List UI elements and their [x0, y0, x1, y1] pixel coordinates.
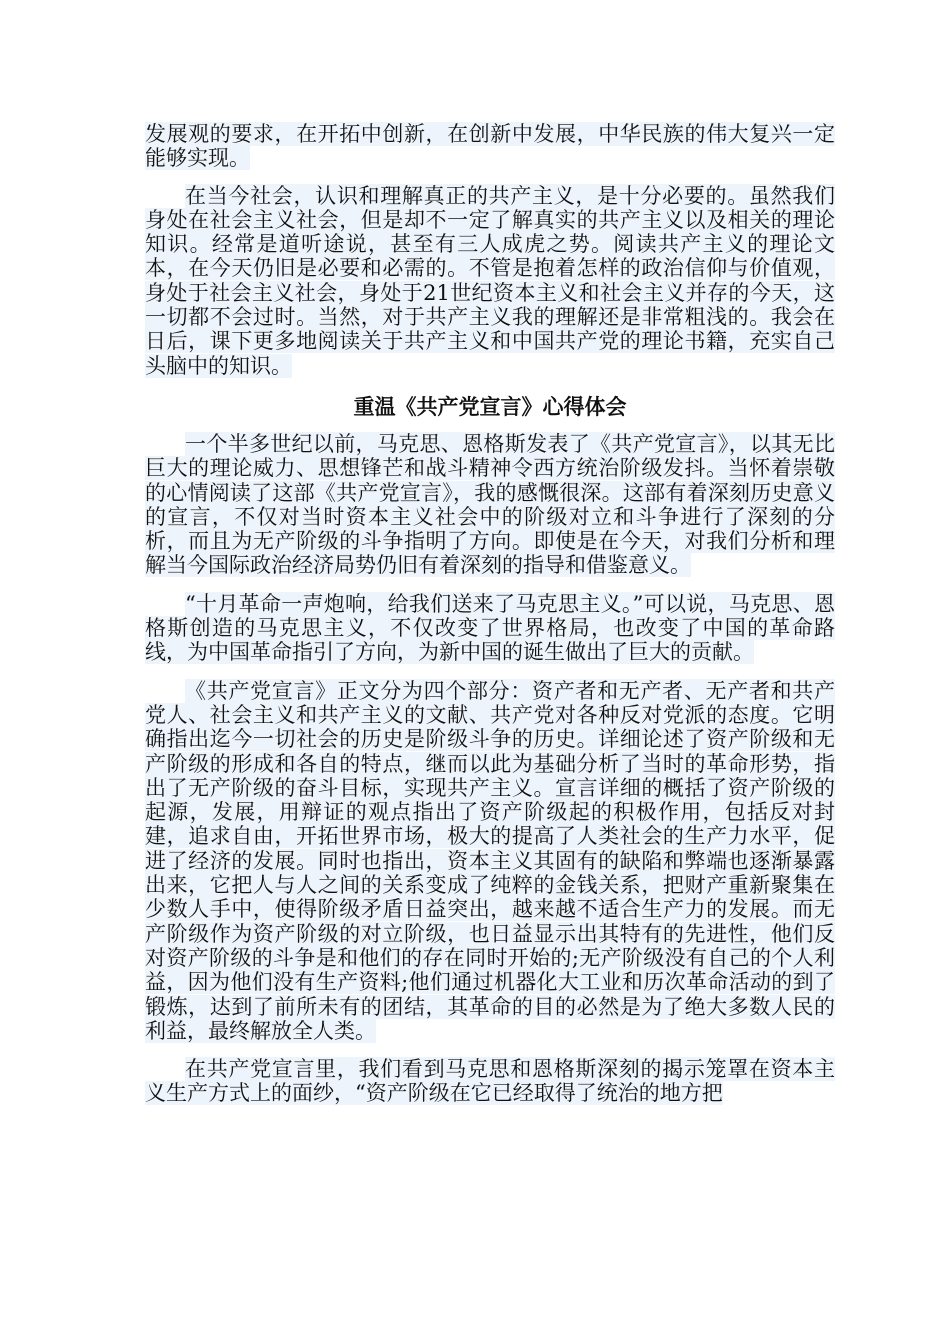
paragraph-text: 在当今社会，认识和理解真正的共产主义，是十分必要的。虽然我们身处在社会主义社会，但是却不一定了解真实的共产主义以及相关的理论知识。经常是道听途说，甚至有三人成虎之势。阅读共产主义的理论文本，在今天仍旧是必要和必需的。不管是抱着怎样的政治信仰与价值观，身处于社会主义社会，身处于21世纪资本主义和社会主义并存的今天，这一切都不会过时。当然，对于共产主义我的理解还是非常粗浅的。我会在日后，课下更多地阅读关于共产主义和中国共产党的理论书籍，充实自己头脑中的知识。 — [145, 183, 835, 378]
paragraph-veil — [145, 1057, 835, 1106]
section-heading: 重温《共产党宣言》心得体会 — [353, 393, 627, 419]
paragraph-continued — [145, 122, 835, 171]
paragraph-intro — [145, 432, 835, 578]
paragraph-text: “十月革命一声炮响，给我们送来了马克思主义。”可以说，马克思、恩格斯创造的马克思主义，不仅改变了世界格局，也改变了中国的革命路线，为中国革命指引了方向，为新中国的诞生做出了巨大的贡献。 — [145, 591, 835, 665]
paragraph-text: 发展观的要求，在开拓中创新，在创新中发展，中华民族的伟大复兴一定能够实现。 — [145, 122, 835, 171]
paragraph-october-revolution — [145, 592, 835, 665]
paragraph-manifesto-structure — [145, 679, 835, 1043]
paragraph-text: 《共产党宣言》正文分为四个部分：资产者和无产者、无产者和共产党人、社会主义和共产主义的文献、共产党对各种反对党派的态度。它明确指出迄今一切社会的历史是阶级斗争的历史。详细论述了资产阶级和无产阶级的形成和各自的特点，继而以此为基础分析了当时的革命形势，指出了无产阶级的奋斗目标，实现共产主义。宣言详细的概括了资产阶级的起源，发展，用辩证的观点指出了资产阶级起的积极作用，包括反对封建，追求自由，开拓世界市场，极大的提高了人类社会的生产力水平，促进了经济的发展。同时也指出，资本主义其固有的缺陷和弊端也逐渐暴露出来，它把人与人之间的关系变成了纯粹的金钱关系，把财产重新聚集在少数人手中，使得阶级矛盾日益突出，越来越不适合生产力的发展。而无产阶级作为资产阶级的对立阶级，也日益显示出其特有的先进性，他们反对资产阶级的斗争是和他们的存在同时开始的;无产阶级没有自己的个人利益，因为他们没有生产资料;他们通过机器化大工业和历次革命活动的到了锻炼，达到了前所未有的团结，其革命的目的必然是为了绝大多数人民的利益，最终解放全人类。 — [145, 678, 835, 1043]
document-page — [145, 122, 835, 1120]
paragraph-text: 一个半多世纪以前，马克思、恩格斯发表了《共产党宣言》，以其无比巨大的理论威力、思想锋芒和战斗精神令西方统治阶级发抖。当怀着崇敬的心情阅读了这部《共产党宣言》，我的感慨很深。这部有着深刻历史意义的宣言，不仅对当时资本主义社会中的阶级对立和斗争进行了深刻的分析，而且为无产阶级的斗争指明了方向。即使是在今天，对我们分析和理解当今国际政治经济局势仍旧有着深刻的指导和借鉴意义。 — [145, 431, 835, 578]
paragraph-understanding-communism — [145, 184, 835, 378]
paragraph-text: 在共产党宣言里，我们看到马克思和恩格斯深刻的揭示笼罩在资本主义生产方式上的面纱，“资产阶级在它已经取得了统治的地方把 — [145, 1057, 835, 1106]
